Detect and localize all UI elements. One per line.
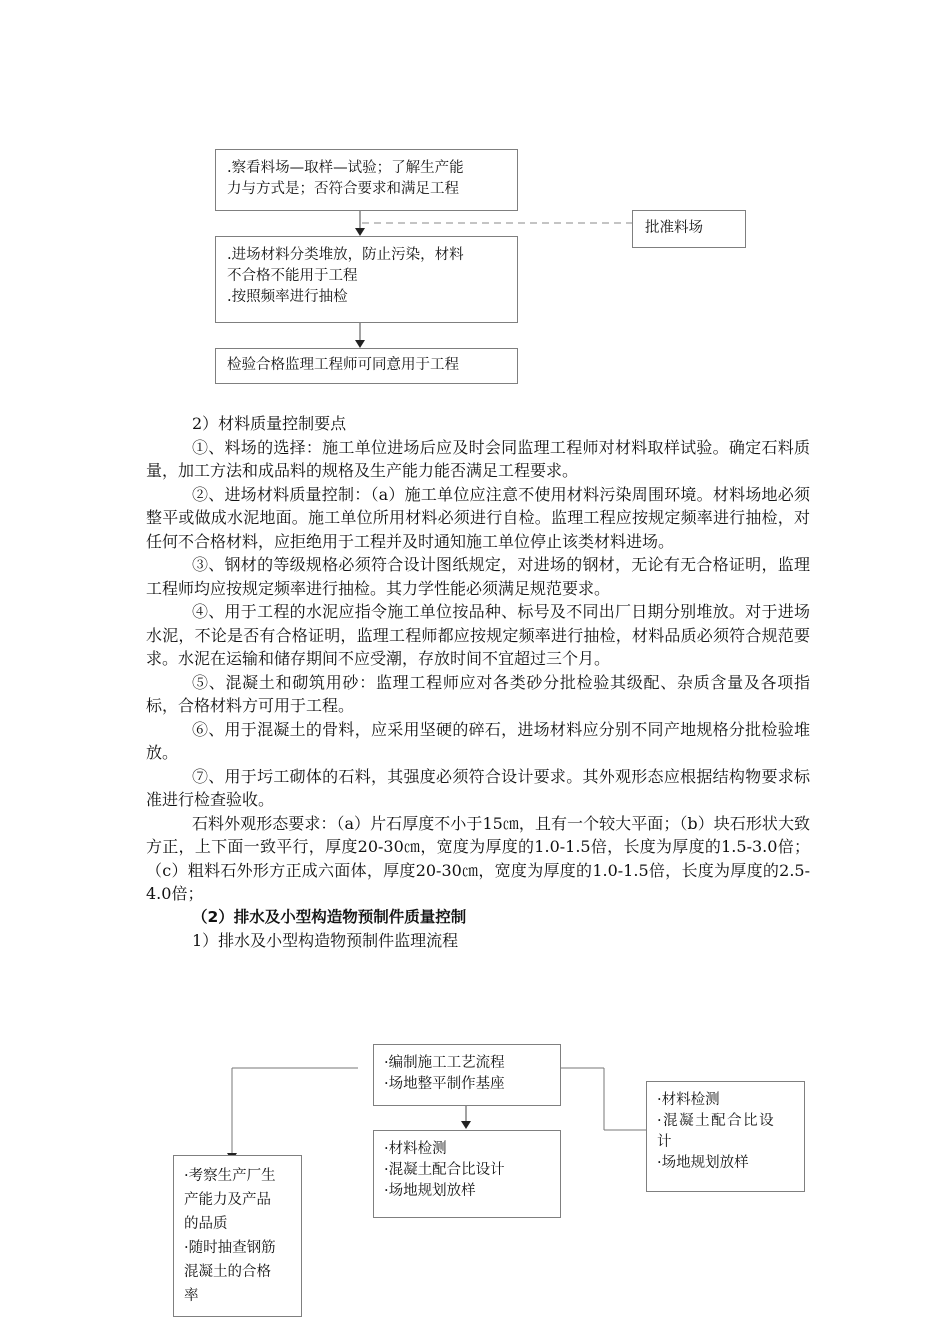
flow2-side-inspect-line: 的品质 (184, 1216, 228, 1232)
flow2-side-inspect-line: 产能力及产品 (184, 1192, 271, 1208)
paragraph: ①、料场的选择：施工单位进场后应及时会同监理工程师对材料取样试验。确定石料质量，加工方法和成品料的规格及生产能力能否满足工程要求。 (146, 437, 810, 480)
flow2-side-inspect-line: 率 (184, 1288, 199, 1304)
paragraph: ⑥、用于混凝土的骨料，应采用坚硬的碎石，进场材料应分别不同产地规格分批检验堆放。 (146, 719, 810, 762)
paragraph: ③、钢材的等级规格必须符合设计图纸规定，对进场的钢材，无论有无合格证明，监理工程师均应按规定频率进行抽检。其力学性能必须满足规范要求。 (146, 555, 810, 598)
flow2-side-inspect (173, 1155, 302, 1317)
flow2-step-materials-line: ·材料检测 (384, 1141, 447, 1157)
flow2-side-materials (646, 1081, 805, 1192)
flow2-step-process-line: ·编制施工工艺流程 (384, 1055, 505, 1071)
flow1-step-storage-line: .进场材料分类堆放，防止污染，材料 (227, 247, 464, 263)
flow2-side-materials-line: ·混凝土配合比设 (657, 1113, 776, 1129)
flow1-step-inspect-line: .察看料场—取样—试验；了解生产能 (227, 160, 464, 176)
flow1-step-inspect-line: 力与方式是；否符合要求和满足工程 (227, 181, 459, 197)
flow1-step-approve-label: 检验合格监理工程师可同意用于工程 (227, 357, 459, 373)
section-heading: （2）排水及小型构造物预制件质量控制 (192, 907, 467, 926)
flow2-side-materials-line: ·材料检测 (657, 1092, 720, 1108)
flow2-side-materials-line: 计 (657, 1134, 672, 1150)
paragraph: 石料外观形态要求：（a）片石厚度不小于15㎝，且有一个较大平面；（b）块石形状大致方正，上下面一致平行，厚度20-30㎝，宽度为厚度的1.0-1.5倍，长度为厚度的1.5-3.0倍；（c）粗料石外形方正成六面体，厚度20-30㎝，宽度为厚度的1.0-1.5倍，长度为厚度的2.5-4.0倍； (146, 813, 810, 903)
paragraph: ⑦、用于圬工砌体的石料，其强度必须符合设计要求。其外观形态应根据结构物要求标准进行检查验收。 (146, 766, 810, 809)
body-text (146, 412, 810, 953)
flow1-step-inspect (215, 149, 518, 211)
flow1-step-approve (215, 348, 518, 384)
flow2-side-inspect-line: ·考察生产厂生 (184, 1168, 276, 1184)
flow2-step-materials (373, 1130, 561, 1218)
section-title: 2）材料质量控制要点 (192, 414, 347, 433)
flow2-step-materials-line: ·场地规划放样 (384, 1183, 476, 1199)
paragraph: ④、用于工程的水泥应指令施工单位按品种、标号及不同出厂日期分别堆放。对于进场水泥，不论是否有合格证明，监理工程师都应按规定频率进行抽检，材料品质必须符合规范要求。水泥在运输和储存期间不应受潮，存放时间不宜超过三个月。 (146, 602, 810, 668)
flow1-step-storage-line: .按照频率进行抽检 (227, 289, 348, 305)
flow1-side-approve (632, 210, 746, 248)
flow2-step-process (373, 1044, 561, 1106)
flow2-step-materials-line: ·混凝土配合比设计 (384, 1162, 505, 1178)
flow1-side-approve-label: 批准料场 (645, 220, 703, 236)
section-subheading: 1）排水及小型构造物预制件监理流程 (192, 931, 459, 950)
flow2-side-inspect-line: ·随时抽查钢筋 (184, 1240, 276, 1256)
flow2-side-inspect-line: 混凝土的合格 (184, 1264, 271, 1280)
flow2-step-process-line: ·场地整平制作基座 (384, 1076, 505, 1092)
flow2-side-materials-line: ·场地规划放样 (657, 1155, 749, 1171)
flow1-step-storage (215, 236, 518, 323)
flow1-step-storage-line: 不合格不能用于工程 (227, 268, 358, 284)
paragraph: ②、进场材料质量控制：（a）施工单位应注意不使用材料污染周围环境。材料场地必须整平或做成水泥地面。施工单位所用材料必须进行自检。监理工程应按规定频率进行抽检，对任何不合格材料，应拒绝用于工程并及时通知施工单位停止该类材料进场。 (146, 484, 810, 551)
paragraph: ⑤、混凝土和砌筑用砂：监理工程师应对各类砂分批检验其级配、杂质含量及各项指标，合格材料方可用于工程。 (146, 672, 810, 715)
